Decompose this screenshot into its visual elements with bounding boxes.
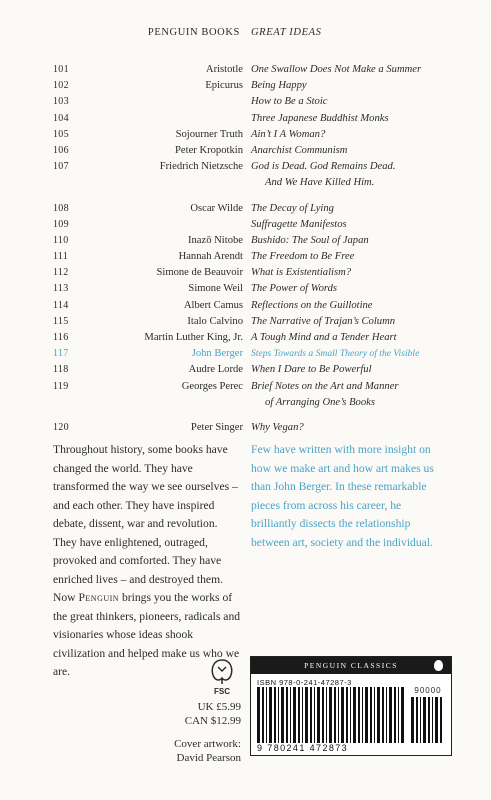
book-number: 109 <box>53 218 69 230</box>
book-author: Friedrich Nietzsche <box>159 161 243 173</box>
book-title: Three Japanese Buddhist Monks <box>251 112 389 124</box>
book-title: Brief Notes on the Art and Manner <box>251 380 399 392</box>
book-title: The Decay of Lying <box>251 202 334 214</box>
barcode-addon-icon <box>411 697 445 743</box>
cover-credit-label: Cover artwork: <box>174 738 241 750</box>
book-author: Inazō Nitobe <box>187 234 243 246</box>
book-title: Steps Towards a Small Theory of the Visible <box>251 348 420 360</box>
book-number: 111 <box>53 251 69 263</box>
book-title: Ain’t I A Woman? <box>251 128 326 140</box>
book-row-continued <box>0 175 491 191</box>
book-number: 110 <box>53 234 69 246</box>
fsc-logo-icon <box>207 657 237 697</box>
book-row <box>0 420 491 436</box>
barcode-icon <box>257 687 405 743</box>
book-row <box>0 78 491 94</box>
book-number: 119 <box>53 380 69 392</box>
book-row <box>0 379 491 395</box>
book-row <box>0 362 491 378</box>
book-row <box>0 94 491 110</box>
book-row <box>0 201 491 217</box>
book-title: A Tough Mind and a Tender Heart <box>251 332 397 343</box>
book-number: 118 <box>53 364 69 376</box>
book-number: 106 <box>53 144 69 156</box>
barcode-panel <box>250 656 452 756</box>
isbn-text: ISBN 978-0-241-47287-3 <box>257 678 352 687</box>
penguin-logo-icon <box>434 660 443 671</box>
book-number: 104 <box>53 112 69 124</box>
book-author: Peter Singer <box>190 421 243 433</box>
book-author: Italo Calvino <box>187 315 243 327</box>
series-blurb-text: Throughout history, some books have changed the world. They have transformed the way we see ourselves – and each other. They have inspired debate, dissent, war and revolution. They have enlightened, outraged, provoked and comforted. They have enriched lives – and destroyed them. Now <box>53 443 238 604</box>
book-number: 101 <box>53 64 69 75</box>
barcode-digits: 9 780241 472873 <box>257 743 349 753</box>
book-number: 117 <box>53 348 69 360</box>
book-row <box>0 111 491 127</box>
book-row <box>0 143 491 159</box>
book-title-continued: of Arranging One’s Books <box>265 396 375 408</box>
book-title-continued: And We Have Killed Him. <box>265 177 375 189</box>
book-author: Albert Camus <box>183 299 243 311</box>
book-list <box>0 62 491 436</box>
book-author: Peter Kropotkin <box>175 144 243 156</box>
series-blurb <box>53 441 241 682</box>
book-title: Suffragette Manifestos <box>251 218 347 230</box>
barcode-band <box>251 657 451 674</box>
book-author: Sojourner Truth <box>175 128 243 140</box>
book-row <box>0 159 491 175</box>
book-title: Reflections on the Guillotine <box>251 299 373 311</box>
book-row <box>0 298 491 314</box>
price-uk: UK £5.99 <box>197 701 241 713</box>
book-number: 115 <box>53 315 69 327</box>
book-row <box>0 314 491 330</box>
book-row <box>0 233 491 249</box>
publisher-name: PENGUIN BOOKS <box>147 27 240 38</box>
book-row <box>0 330 491 346</box>
book-title: God is Dead. God Remains Dead. <box>251 161 396 173</box>
book-row <box>0 217 491 233</box>
book-row <box>0 265 491 281</box>
book-title: How to Be a Stoic <box>251 96 328 108</box>
book-row <box>0 127 491 143</box>
book-number: 105 <box>53 128 69 140</box>
book-title: The Power of Words <box>251 283 338 295</box>
book-author: Simone Weil <box>188 283 243 295</box>
book-number: 107 <box>53 161 69 173</box>
series-name: GREAT IDEAS <box>251 27 322 38</box>
book-number: 103 <box>53 96 69 108</box>
book-author: Oscar Wilde <box>190 202 243 214</box>
book-number: 112 <box>53 267 69 279</box>
book-row <box>0 346 491 362</box>
book-number: 102 <box>53 80 69 92</box>
fsc-label: FSC <box>214 687 230 696</box>
book-number: 116 <box>53 332 69 343</box>
book-row <box>0 249 491 265</box>
barcode-addon-number: 90000 <box>414 686 442 695</box>
book-title: Anarchist Communism <box>251 144 348 156</box>
book-title: Why Vegan? <box>251 421 304 433</box>
book-title: Being Happy <box>251 80 307 92</box>
book-number: 108 <box>53 202 69 214</box>
book-author: Aristotle <box>205 64 243 75</box>
book-number: 120 <box>53 421 69 433</box>
book-author: Simone de Beauvoir <box>156 267 243 279</box>
price-can: CAN $12.99 <box>184 715 241 727</box>
book-author: Georges Perec <box>181 380 243 392</box>
penguin-brand: Penguin <box>78 591 120 604</box>
book-title: The Freedom to Be Free <box>251 251 355 263</box>
book-number: 114 <box>53 299 69 311</box>
book-author: Epicurus <box>205 80 243 92</box>
book-title: The Narrative of Trajan’s Column <box>251 315 396 327</box>
series-blurb-text-end: brings you the works of the great thinkers, pioneers, radicals and visionaries whose ideas shook civilization and helped make us who we are. <box>53 591 241 678</box>
book-row <box>0 62 491 78</box>
book-title: What is Existentialism? <box>251 267 352 279</box>
cover-credit-artist: David Pearson <box>176 752 241 764</box>
book-author: Audre Lorde <box>188 364 243 376</box>
book-row <box>0 281 491 297</box>
imprint-label: PENGUIN CLASSICS <box>304 661 398 670</box>
book-title: When I Dare to Be Powerful <box>251 364 372 376</box>
book-blurb: Few have written with more insight on how we make art and how art makes us than John Berger. In these remarkable pieces from across his career, he brilliantly dissects the relationship between art, society and the individual. <box>251 443 434 549</box>
book-title: One Swallow Does Not Make a Summer <box>251 64 422 75</box>
book-author: Hannah Arendt <box>178 251 243 263</box>
book-title: Bushido: The Soul of Japan <box>251 234 369 246</box>
book-author: Martin Luther King, Jr. <box>144 332 243 343</box>
book-author: John Berger <box>191 348 243 360</box>
book-number: 113 <box>53 283 69 295</box>
book-row-continued <box>0 395 491 411</box>
prices <box>150 700 241 765</box>
